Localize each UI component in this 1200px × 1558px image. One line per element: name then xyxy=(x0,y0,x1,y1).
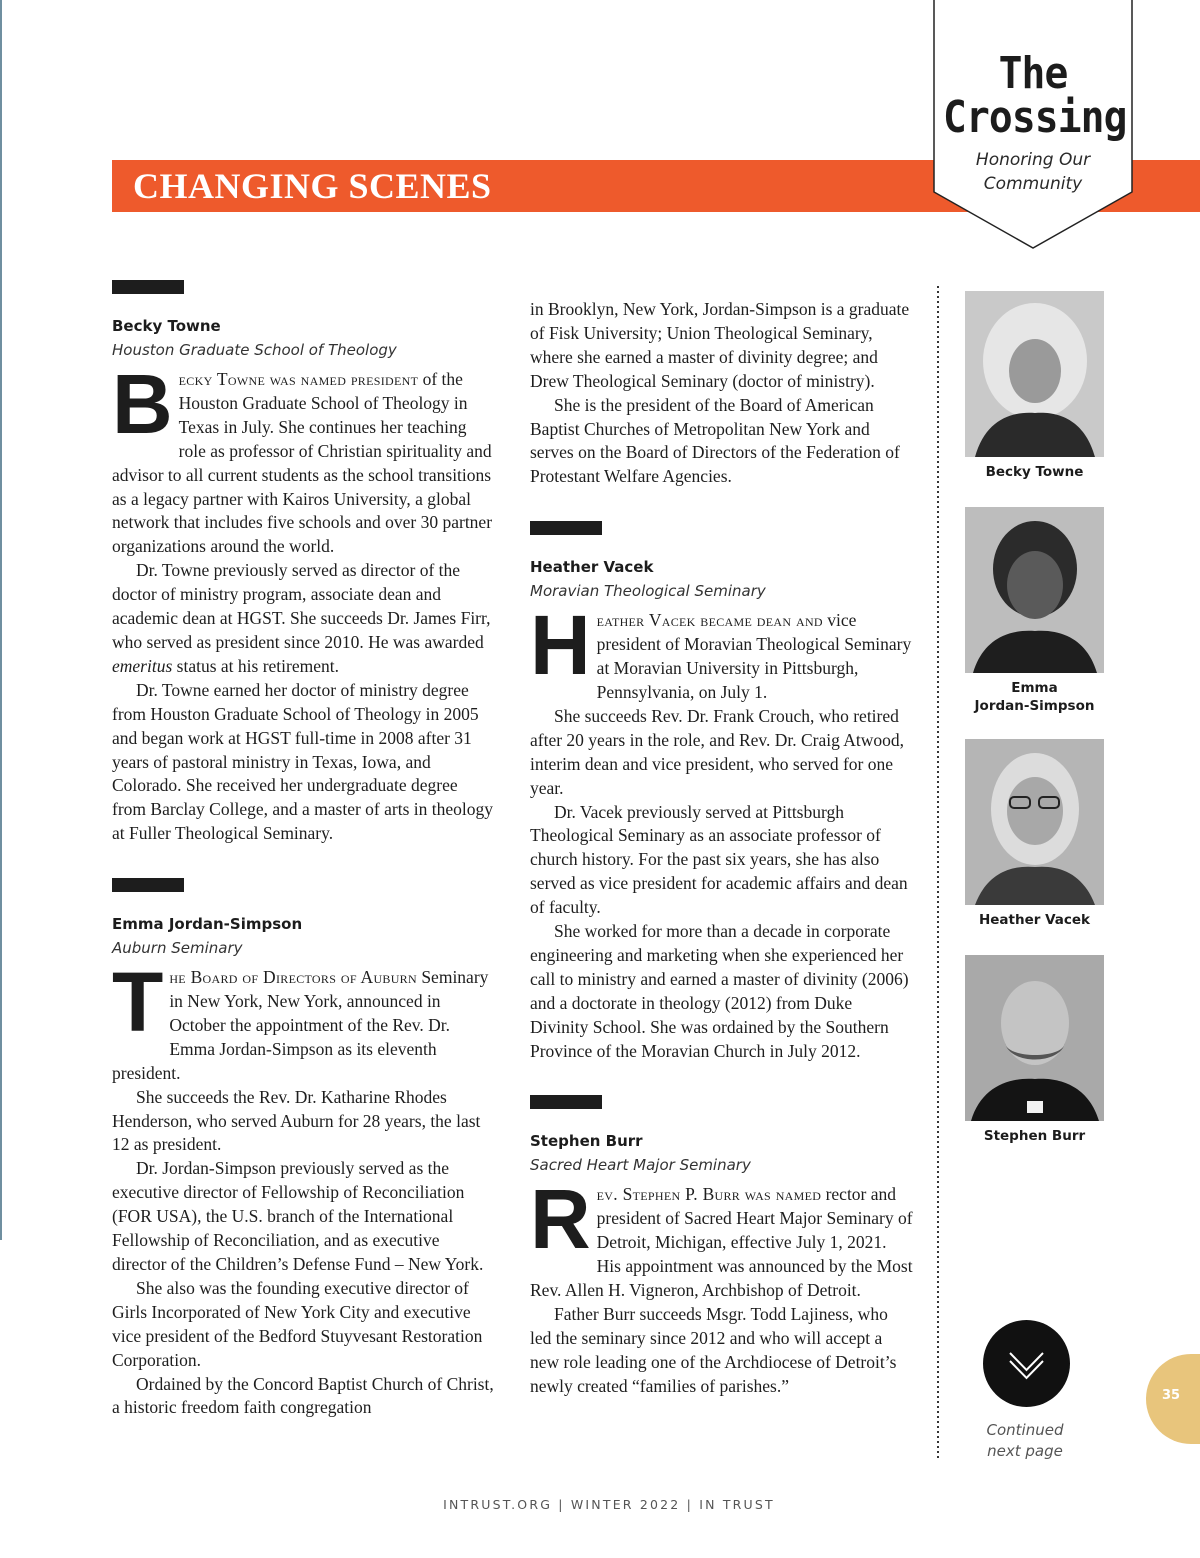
article-school: Auburn Seminary xyxy=(112,939,243,958)
drop-cap: H xyxy=(530,598,591,693)
article-body-jordan xyxy=(112,955,495,1420)
emphasis-text: emeritus xyxy=(112,655,173,676)
article-paragraph: She succeeds Rev. Dr. Frank Crouch, who retired after 20 years in the role, and Rev. Dr. Craig Atwood, interim dean and vice president, who served for one year. xyxy=(530,705,905,798)
paragraph-text: status at his retirement. xyxy=(172,655,339,676)
photo-towne xyxy=(965,291,1104,481)
page-footer: INTRUST.ORG | WINTER 2022 | IN TRUST xyxy=(443,1497,775,1512)
article-paragraph: Dr. Jordan-Simpson previously served as the executive director of Fellowship of Reconciliation (FOR USA), the U.S. branch of the International Fellowship of Reconciliation, and as executive director of the Children’s Defense Fund – New York. xyxy=(112,1158,484,1274)
article-paragraph xyxy=(112,559,495,679)
portrait-image xyxy=(965,507,1104,673)
lead-text: of the Houston Graduate School of Theology in Texas in July. She continues her teaching role as professor of Christian spirituality and advisor to all current students as the school transitions as a legacy partner with Kairos University, a global network that includes five schools and over 30 partner organizations around the world. xyxy=(112,369,493,557)
page-edge-line xyxy=(0,0,2,1240)
section-bar xyxy=(530,521,602,535)
chevron-down-icon xyxy=(983,1320,1070,1407)
continue-line: next page xyxy=(987,1442,1063,1460)
article-paragraph: Ordained by the Concord Baptist Church of Christ, a historic freedom faith congregation xyxy=(112,1373,494,1418)
article-lead xyxy=(112,955,495,1086)
drop-cap: R xyxy=(530,1172,591,1267)
column-divider xyxy=(936,286,940,1460)
photo-vacek xyxy=(965,739,1104,929)
section-bar xyxy=(112,280,184,294)
badge-subtitle-line2: Community xyxy=(983,174,1083,194)
photo-caption xyxy=(965,679,1104,715)
portrait-vacek-graphic xyxy=(965,739,1104,905)
article-paragraph: Dr. Towne earned her doctor of ministry degree from Houston Graduate School of Theology in 2005 and began work at HGST full-time in 2008 after 31 years of pastoral ministry in Texas, Iowa, and Colorado. She received her undergraduate degree from Barclay College, and a master of arts in theology at Fuller Theological Seminary. xyxy=(112,679,493,844)
photo-caption xyxy=(965,1127,1104,1145)
article-body-jordan-continued xyxy=(530,298,913,489)
column-left xyxy=(112,280,495,1420)
section-title: CHANGING SCENES xyxy=(133,166,492,206)
column-middle xyxy=(530,298,913,1399)
article-body-vacek xyxy=(530,598,913,1063)
badge-title-line2: Crossing xyxy=(943,92,1127,143)
article-paragraph: Father Burr succeeds Msgr. Todd Lajiness, who led the seminary since 2012 and who will accept a new role leading one of the Archdiocese of Detroit’s newly created “families of parishes.” xyxy=(530,1304,897,1396)
article-name: Stephen Burr xyxy=(530,1132,643,1151)
lead-smallcaps: ev. Stephen P. Burr was named xyxy=(596,1184,822,1205)
article-paragraph: She worked for more than a decade in corporate engineering and marketing when she experienced her call to ministry and earned a master of divinity (2006) and a doctorate in theology (2012) from Duke Divinity School. She was ordained by the Southern Province of the Moravian Church in July 2012. xyxy=(530,921,909,1061)
photo-caption xyxy=(965,463,1104,481)
continue-next-page-button[interactable] xyxy=(983,1320,1070,1407)
caption-line: Jordan-Simpson xyxy=(974,698,1095,714)
drop-cap: T xyxy=(112,955,164,1050)
article-paragraph: Dr. Vacek previously served at Pittsburgh Theological Seminary as an associate professor of church history. For the past six years, she has also served as vice president for academic affairs and dean of faculty. xyxy=(530,801,908,918)
caption-line: Heather Vacek xyxy=(978,912,1091,928)
lead-text: rector and president of Sacred Heart Major Seminary of Detroit, Michigan, effective July 1, 2021. His appointment was announced by the Most Rev. Allen H. Vigneron, Archbishop of Detroit. xyxy=(530,1184,913,1301)
article-name: Emma Jordan-Simpson xyxy=(112,915,303,934)
article-name: Heather Vacek xyxy=(530,558,654,577)
photo-jordan xyxy=(965,507,1104,715)
crossing-badge xyxy=(933,0,1133,250)
article-school: Houston Graduate School of Theology xyxy=(112,341,397,359)
drop-cap: B xyxy=(112,357,173,451)
portrait-image xyxy=(965,739,1104,905)
lead-smallcaps: eather Vacek became dean and xyxy=(596,610,823,631)
article-body-towne xyxy=(112,357,495,846)
article-school: Sacred Heart Major Seminary xyxy=(530,1156,751,1175)
caption-line: Becky Towne xyxy=(985,464,1084,480)
article-body-burr xyxy=(530,1172,913,1398)
portrait-jordan-graphic xyxy=(965,507,1104,673)
paragraph-text: Dr. Towne previously served as director of the doctor of ministry program, associate dean and academic dean at HGST. She succeeds Dr. James Firr, who served as president since 2010. He was awarded xyxy=(112,560,491,652)
caption-line: Stephen Burr xyxy=(983,1128,1086,1144)
page-number-tab xyxy=(1146,1354,1200,1444)
lead-smallcaps: he Board of Directors of Auburn xyxy=(169,967,417,988)
photo-caption xyxy=(965,911,1104,929)
article-lead xyxy=(530,598,913,705)
section-bar xyxy=(530,1095,602,1109)
lead-smallcaps: ecky Towne was named president xyxy=(178,369,419,389)
article-lead xyxy=(112,357,495,559)
page-number: 35 xyxy=(1161,1388,1181,1403)
caption-line: Emma xyxy=(1011,680,1058,696)
photo-burr xyxy=(965,955,1104,1145)
article-paragraph: She also was the founding executive director of Girls Incorporated of New York City and executive vice president of the Bedford Stuyvesant Restoration Corporation. xyxy=(112,1277,483,1370)
continue-line: Continued xyxy=(986,1421,1064,1439)
continue-label xyxy=(975,1420,1075,1462)
badge-title-line1: The xyxy=(998,48,1068,99)
badge-title xyxy=(943,48,1127,143)
section-bar xyxy=(112,878,184,892)
portrait-burr-graphic xyxy=(965,955,1104,1121)
badge-subtitle-line1: Honoring Our xyxy=(975,150,1091,170)
article-name: Becky Towne xyxy=(112,317,221,335)
portrait-image xyxy=(965,955,1104,1121)
lead-text: Seminary in New York, New York, announced in October the appointment of the Rev. Dr. Emma Jordan-Simpson as its eleventh president. xyxy=(112,967,489,1083)
portrait-towne-graphic xyxy=(965,291,1104,457)
article-lead xyxy=(530,1172,913,1303)
article-paragraph: She is the president of the Board of American Baptist Churches of Metropolitan New York and serves on the Board of Directors of the Federation of Protestant Welfare Agencies. xyxy=(530,394,900,487)
article-paragraph: She succeeds the Rev. Dr. Katharine Rhodes Henderson, who served Auburn for 28 years, the last 12 as president. xyxy=(112,1086,481,1155)
article-school: Moravian Theological Seminary xyxy=(530,582,766,601)
lead-text: vice president of Moravian Theological Seminary at Moravian University in Pittsburgh, Pennsylvania, on July 1. xyxy=(596,610,912,702)
article-paragraph: in Brooklyn, New York, Jordan-Simpson is a graduate of Fisk University; Union Theological Seminary, where she earned a master of divinity degree; and Drew Theological Seminary (doctor of ministry). xyxy=(530,299,910,391)
badge-subtitle xyxy=(953,148,1113,196)
portrait-image xyxy=(965,291,1104,457)
